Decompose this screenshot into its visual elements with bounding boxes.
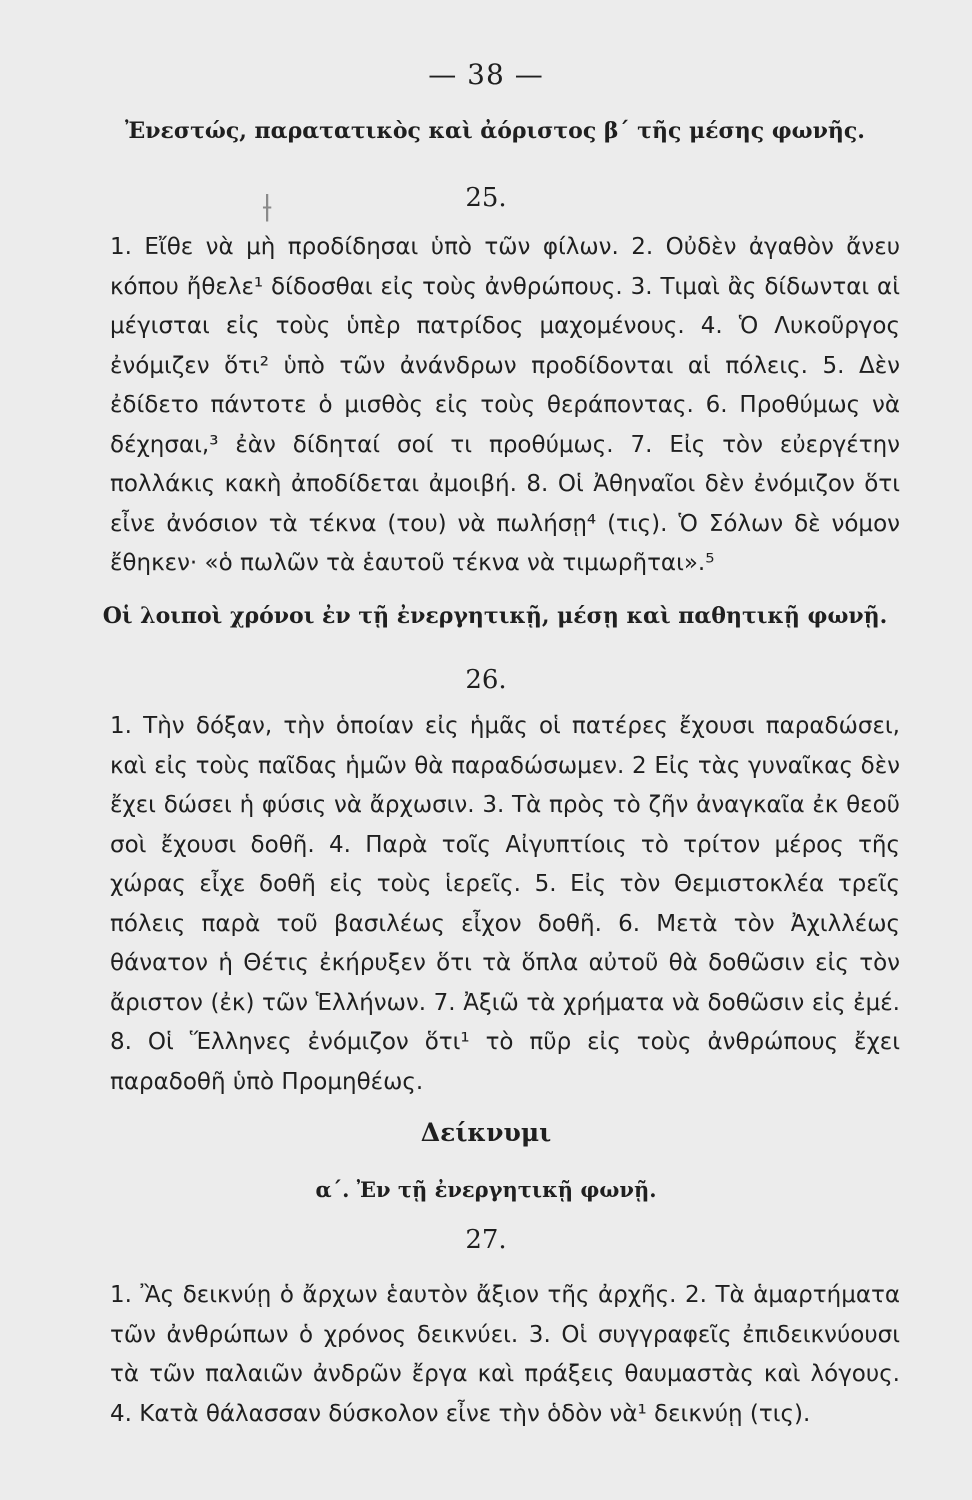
exercise-text: 1. Εἴθε νὰ μὴ προδίδησαι ὑπὸ τῶν φίλων. 2. Οὐδὲν ἀγαθὸν ἄνευ κόπου ἤθελε¹ δίδοσθαι εἰς τοὺς ἀνθρώπους. 3. Τιμαὶ ἂς δίδωνται αἱ μέγισται εἰς τοὺς ὑπὲρ πατρίδος μαχομένους. 4. Ὁ Λυκοῦργος ἐνόμιζεν ὅτι² ὑπὸ τῶν ἀνάνδρων προδίδονται αἱ πόλεις. 5. Δὲν ἐδίδετο πάντοτε ὁ μισθὸς εἰς τοὺς θεράποντας. 6. Προθύμως νὰ δέχησαι,³ ἐὰν δίδηταί σοί τι προθύμως. 7. Εἰς τὸν εὐεργέτην πολλάκις κακὴ ἀποδίδεται ἀμοιβή. 8. Οἱ Ἀθηναῖοι δὲν ἐνόμιζον ὅτι εἶνε ἀνόσιον τὰ τέκνα (του) νὰ πωλήσῃ⁴ (τις). Ὁ Σόλων δὲ νόμον ἔθηκεν· «ὁ πωλῶν τὰ ἑαυτοῦ τέκνα νὰ τιμωρῆται».⁵ (110, 234, 900, 576)
exercise-number: 27. (465, 1225, 507, 1255)
section-heading: Δείκνυμι (420, 1118, 552, 1147)
exercise-number: 25. (465, 183, 507, 213)
exercise-text: 1. Τὴν δόξαν, τὴν ὁποίαν εἰς ἡμᾶς οἱ πατέρες ἔχουσι παραδώσει, καὶ εἰς τοὺς παῖδας ἡμῶν θὰ παραδώσωμεν. 2 Εἰς τὰς γυναῖκας δὲν ἔχει δώσει ἡ φύσις νὰ ἄρχωσιν. 3. Τὰ πρὸς τὸ ζῆν ἀναγκαῖα ἐκ θεοῦ σοὶ ἔχουσι δοθῆ. 4. Παρὰ τοῖς Αἰγυπτίοις τὸ τρίτον μέρος τῆς χώρας εἶχε δοθῆ εἰς τοὺς ἱερεῖς. 5. Εἰς τὸν Θεμιστοκλέα τρεῖς πόλεις παρὰ τοῦ βασιλέως εἶχον δοθῆ. 6. Μετὰ τὸν Ἀχιλλέως θάνατον ἡ Θέτις ἐκήρυξεν ὅτι τὰ ὅπλα αὐτοῦ θὰ δοθῶσιν εἰς τὸν ἄριστον (ἐκ) τῶν Ἑλλήνων. 7. Ἀξιῶ τὰ χρήματα νὰ δοθῶσιν εἰς ἐμέ. 8. Οἱ Ἕλληνες ἐνόμιζον ὅτι¹ τὸ πῦρ εἰς τοὺς ἀνθρώπους ἔχει παραδοθῆ ὑπὸ Προμηθέως. (110, 713, 900, 1095)
pencil-mark: ⟊ (262, 185, 273, 231)
section-title: Οἱ λοιποὶ χρόνοι ἐν τῇ ἐνεργητικῇ, μέσῃ καὶ παθητικῇ φωνῇ. (102, 603, 888, 629)
section-title: Ἐνεστώς, παρατατικὸς καὶ ἀόριστος β΄ τῆς μέσης φωνῆς. (125, 118, 865, 144)
exercise-text: 1. Ἂς δεικνύῃ ὁ ἄρχων ἑαυτὸν ἄξιον τῆς ἀρχῆς. 2. Τὰ ἁμαρτήματα τῶν ἀνθρώπων ὁ χρόνος δεικνύει. 3. Οἱ συγγραφεῖς ἐπιδεικνύουσι τὰ τῶν παλαιῶν ἀνδρῶν ἔργα καὶ πράξεις θαυμαστὰς καὶ λόγους. 4. Κατὰ θάλασσαν δύσκολον εἶνε τὴν ὁδὸν νὰ¹ δεικνύῃ (τις). (110, 1282, 900, 1427)
exercise-number: 26. (465, 665, 507, 695)
section-subheading: α΄. Ἐν τῇ ἐνεργητικῇ φωνῇ. (315, 1177, 657, 1202)
page-number: — 38 — (428, 58, 544, 91)
